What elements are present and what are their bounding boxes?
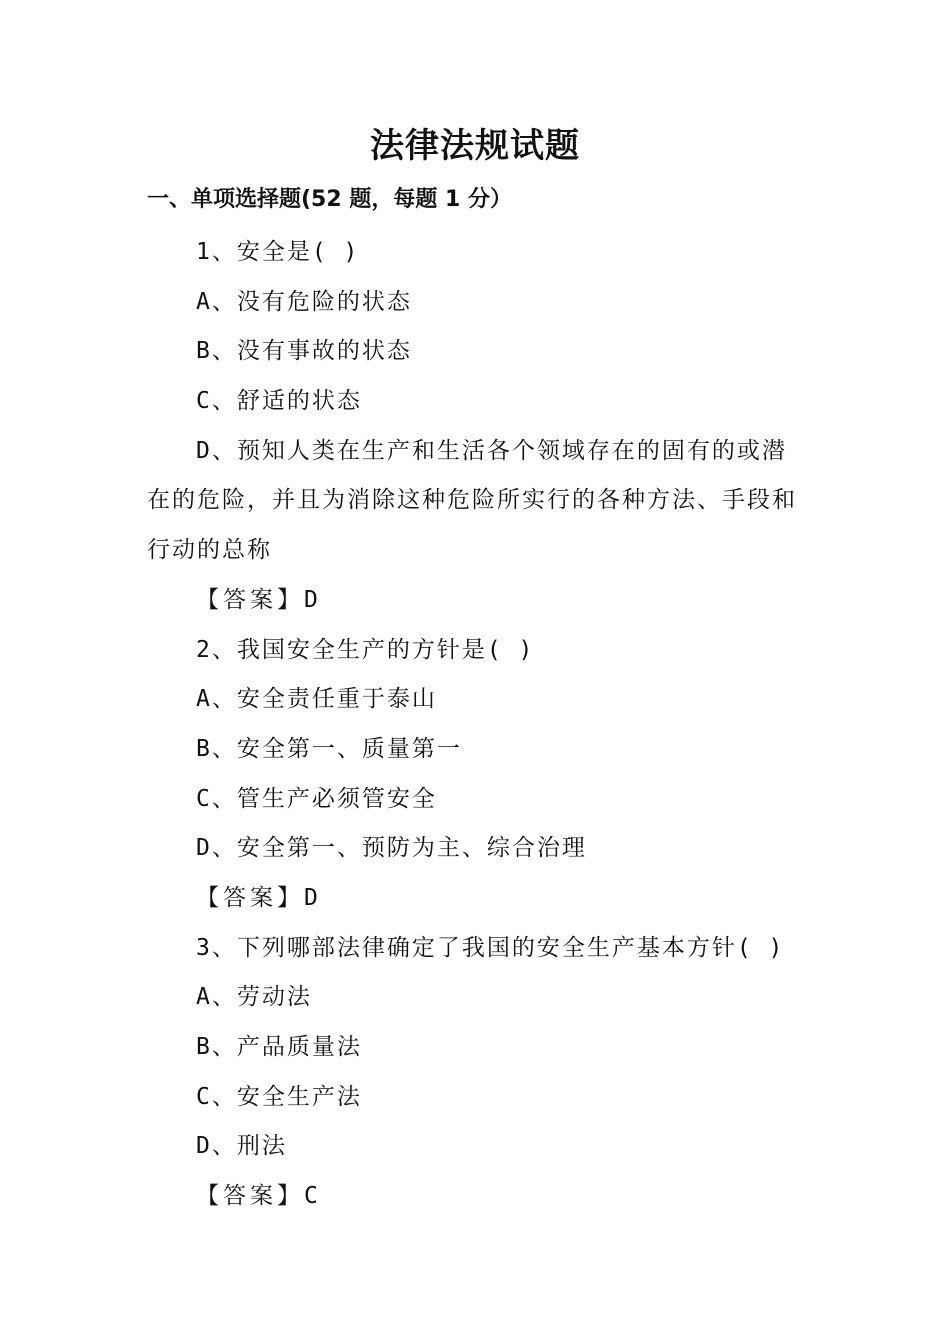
section-heading: 一、单项选择题(52 题，每题 1 分） (147, 187, 512, 212)
question-2-answer (147, 874, 817, 924)
question-3-option-c: C、安全生产法 (196, 1083, 362, 1110)
question-1-answer (147, 576, 817, 626)
answer-label: 【答案】 (196, 1183, 304, 1210)
question-1-stem: 1、安全是( ) (196, 239, 360, 265)
question-1-option-a: A、没有危险的状态 (196, 288, 412, 315)
question-2-stem: 2、我国安全生产的方针是( ) (196, 636, 535, 663)
question-3-option-a: A、劳动法 (196, 984, 312, 1011)
question-1-option-b: B、没有事故的状态 (196, 338, 412, 365)
question-1-option-d-line-2: 在的危险，并且为消除这种危险所实行的各种方法、手段和 (147, 487, 797, 514)
question-2-option-b: B、安全第一、质量第一 (196, 735, 462, 762)
answer-value: D (304, 884, 320, 911)
question-3-option-b: B、产品质量法 (196, 1034, 362, 1060)
question-2-option-d: D、安全第一、预防为主、综合治理 (196, 835, 587, 862)
question-3-answer (147, 1172, 817, 1222)
question-2-option-a: A、安全责任重于泰山 (196, 686, 437, 713)
question-3-stem: 3、下列哪部法律确定了我国的安全生产基本方针( ) (196, 934, 785, 961)
question-1-option-c: C、舒适的状态 (196, 388, 362, 415)
document-title: 法律法规试题 (370, 126, 580, 166)
answer-label: 【答案】 (196, 586, 304, 613)
answer-value: D (304, 586, 320, 613)
question-3-option-d: D、刑法 (196, 1133, 287, 1160)
question-1-option-d-line-1: D、预知人类在生产和生活各个领域存在的固有的或潜 (196, 437, 787, 464)
question-list (147, 228, 817, 1222)
question-2-option-c: C、管生产必须管安全 (196, 785, 437, 812)
answer-value: C (304, 1183, 320, 1210)
question-1-option-d-line-3: 行动的总称 (147, 537, 272, 564)
answer-label: 【答案】 (196, 884, 304, 911)
